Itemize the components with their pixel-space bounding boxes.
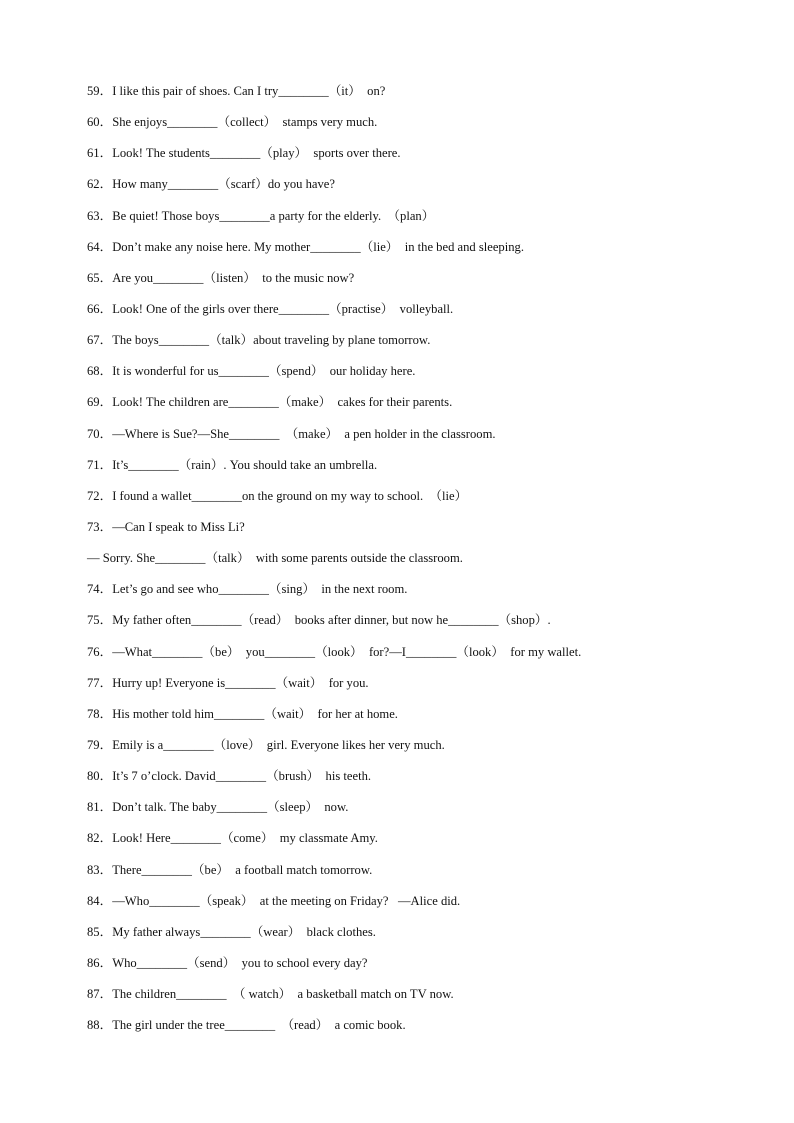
exercise-text: 67．The boys________（talk）about traveling by plane tomorrow. xyxy=(87,333,431,348)
exercise-item xyxy=(0,516,794,547)
exercise-text: 79．Emily is a________（love） girl. Everyone likes her very much. xyxy=(87,737,445,752)
exercise-text: 84．—Who________（speak） at the meeting on Friday? —Alice did. xyxy=(87,893,461,908)
exercise-text: 82．Look! Here________（come） my classmate Amy. xyxy=(87,831,378,846)
exercise-item xyxy=(0,796,794,827)
exercise-item xyxy=(0,578,794,609)
exercise-text: 87．The children________ （ watch） a basketball match on TV now. xyxy=(87,987,454,1002)
exercise-item xyxy=(0,641,794,672)
exercise-item xyxy=(0,703,794,734)
exercise-item xyxy=(0,609,794,640)
exercise-text: 74．Let’s go and see who________（sing） in the next room. xyxy=(87,582,408,597)
exercise-text: 81．Don’t talk. The baby________（sleep） now. xyxy=(87,800,349,815)
exercise-text: 62．How many________（scarf）do you have? xyxy=(87,177,335,192)
exercise-item xyxy=(0,298,794,329)
exercise-item xyxy=(0,827,794,858)
exercise-text: 59．I like this pair of shoes. Can I try________（it） on? xyxy=(87,84,386,98)
exercise-item xyxy=(0,423,794,454)
exercise-item xyxy=(0,765,794,796)
exercise-item xyxy=(0,267,794,298)
exercise-item xyxy=(0,952,794,983)
exercise-item xyxy=(0,734,794,765)
exercise-text: 88．The girl under the tree________ （read） a comic book. xyxy=(87,1018,406,1033)
exercise-item xyxy=(0,329,794,360)
exercise-text: 78．His mother told him________（wait） for her at home. xyxy=(87,706,398,721)
exercise-item xyxy=(0,173,794,204)
exercise-list xyxy=(0,80,794,1045)
exercise-text: 64．Don’t make any noise here. My mother________（lie） in the bed and sleeping. xyxy=(87,239,524,254)
exercise-item xyxy=(0,205,794,236)
exercise-text: 80．It’s 7 o’clock. David________（brush） his teeth. xyxy=(87,769,372,784)
exercise-item xyxy=(0,142,794,173)
exercise-text: 77．Hurry up! Everyone is________（wait） for you. xyxy=(87,675,369,690)
exercise-item xyxy=(0,1014,794,1045)
exercise-item xyxy=(0,485,794,516)
exercise-text: — Sorry. She________（talk） with some parents outside the classroom. xyxy=(87,551,463,566)
exercise-item xyxy=(0,236,794,267)
exercise-item xyxy=(0,80,794,111)
exercise-text: 71．It’s________（rain）. You should take an umbrella. xyxy=(87,457,378,472)
exercise-item xyxy=(0,111,794,142)
exercise-item xyxy=(0,391,794,422)
exercise-item xyxy=(0,360,794,391)
exercise-text: 66．Look! One of the girls over there________（practise） volleyball. xyxy=(87,301,454,316)
exercise-item xyxy=(0,983,794,1014)
exercise-item xyxy=(0,859,794,890)
exercise-continuation-line xyxy=(0,547,794,578)
exercise-text: 70．—Where is Sue?—She________ （make） a pen holder in the classroom. xyxy=(87,426,496,441)
exercise-text: 61．Look! The students________（play） sports over there. xyxy=(87,146,401,161)
exercise-text: 68．It is wonderful for us________（spend） our holiday here. xyxy=(87,364,416,379)
exercise-text: 63．Be quiet! Those boys________a party for the elderly. （plan） xyxy=(87,208,435,223)
exercise-item xyxy=(0,454,794,485)
exercise-item xyxy=(0,921,794,952)
exercise-text: 83．There________（be） a football match tomorrow. xyxy=(87,862,373,877)
exercise-item xyxy=(0,672,794,703)
exercise-text: 60．She enjoys________（collect） stamps very much. xyxy=(87,115,378,130)
exercise-text: 85．My father always________（wear） black clothes. xyxy=(87,924,376,939)
exercise-text: 65．Are you________（listen） to the music now? xyxy=(87,270,355,285)
exercise-text: 72．I found a wallet________on the ground on my way to school. （lie） xyxy=(87,488,468,503)
exercise-text: 73．—Can I speak to Miss Li? xyxy=(87,519,245,534)
exercise-item xyxy=(0,890,794,921)
exercise-text: 75．My father often________（read） books after dinner, but now he________（shop）. xyxy=(87,613,551,628)
exercise-text: 76．—What________（be） you________（look） for?—I________（look） for my wallet. xyxy=(87,644,582,659)
exercise-text: 86．Who________（send） you to school every day? xyxy=(87,955,368,970)
exercise-text: 69．Look! The children are________（make） cakes for their parents. xyxy=(87,395,453,410)
